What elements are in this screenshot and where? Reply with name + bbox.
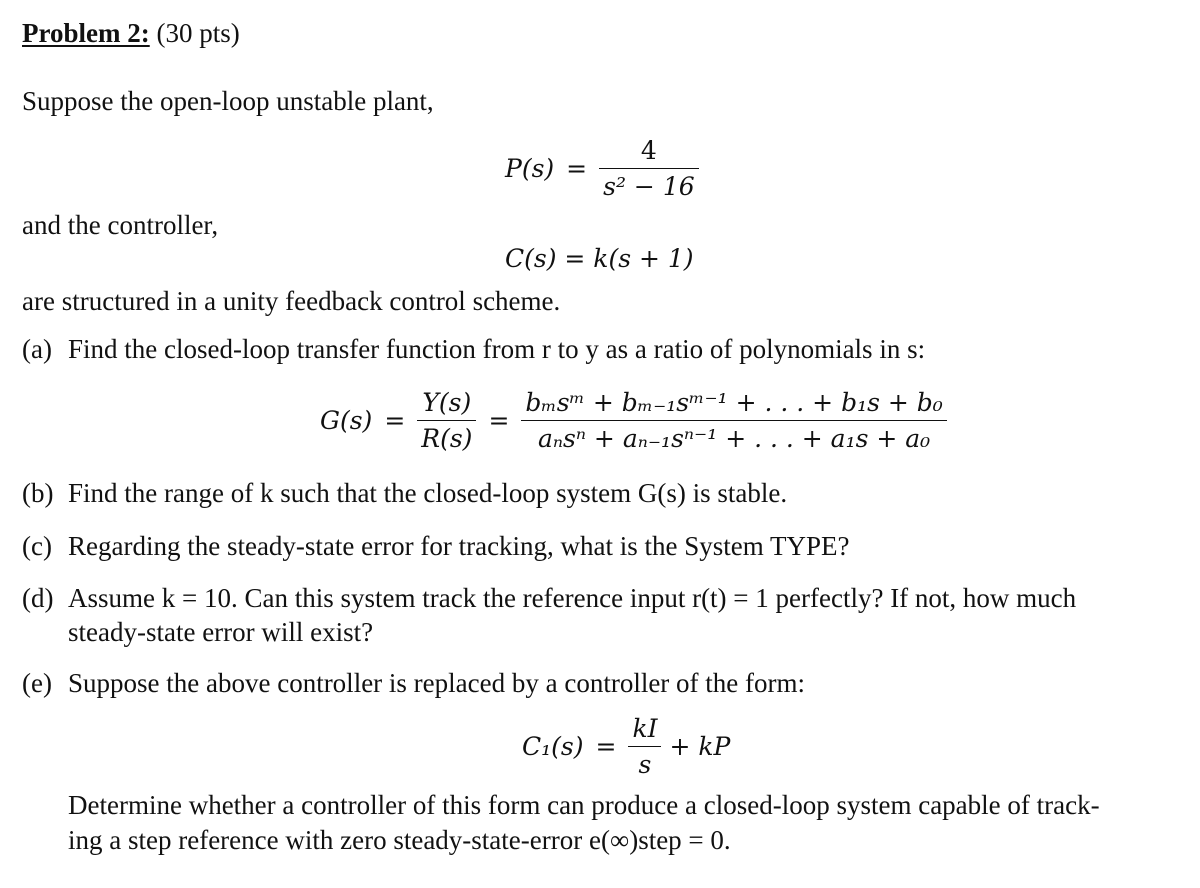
c1-equation: C₁(s) = $\frac{kI}{s}$ + kP (522, 714, 731, 779)
part-b-text: Find the range of k such that the closed-loop system G(s) is stable. (68, 478, 788, 508)
controller-equation: C(s) = k(s + 1) (505, 244, 694, 273)
final-line1: Determine whether a controller of this form can produce a closed-loop system capable of track- (68, 790, 1100, 820)
plant-equation: P(s) = $\frac{4}{\text{s² − 16}}$ (505, 136, 699, 201)
c1-rest: + kP (669, 732, 731, 761)
plant-fraction (599, 136, 699, 201)
plant-lhs: P(s) (505, 154, 555, 183)
plant-numerator: 4 (599, 136, 699, 169)
c1-fraction (628, 714, 661, 779)
g-poly-fraction (521, 388, 946, 453)
g-poly-denominator: aₙsⁿ + aₙ₋₁sⁿ⁻¹ + . . . + a₁s + a₀ (537, 424, 931, 453)
part-a-text: Find the closed-loop transfer function from r to y as a ratio of polynomials in s: (68, 334, 926, 364)
part-e (22, 668, 805, 699)
final-line2: ing a step reference with zero steady-state-error e(∞)step = 0. (68, 825, 731, 855)
c1-lhs: C₁(s) (522, 732, 584, 761)
problem-points: (30 pts) (156, 18, 240, 48)
part-a (22, 334, 925, 365)
part-d-line2: steady-state error will exist? (68, 617, 374, 647)
plant-denominator: s² − 16 (603, 172, 695, 201)
g-lhs: G(s) (320, 406, 373, 435)
part-c-text: Regarding the steady-state error for tracking, what is the System TYPE? (68, 531, 850, 561)
part-d-label: (d) (22, 583, 54, 613)
transfer-function-equation: G(s) = $\frac{Y(s)}{R(s)}$ = $\frac{\text{bₘsᵐ + bₘ₋₁sᵐ⁻¹ + . . . + b₁s + b₀}}{\text{aₙsⁿ + aₙ₋₁sⁿ⁻¹ + . . . + a₁s + a₀}}$ (320, 388, 947, 453)
part-b-label: (b) (22, 478, 54, 508)
intro-text: Suppose the open-loop unstable plant, (22, 86, 434, 116)
part-a-label: (a) (22, 334, 52, 364)
part-b (22, 478, 787, 509)
part-d-line1: Assume k = 10. Can this system track the reference input r(t) = 1 perfectly? If not, how much (68, 583, 1077, 613)
problem-header (22, 18, 240, 49)
g-ratio-numerator: Y(s) (417, 388, 476, 421)
part-c (22, 531, 850, 562)
g-poly-numerator: bₘsᵐ + bₘ₋₁sᵐ⁻¹ + . . . + b₁s + b₀ (521, 388, 946, 421)
part-e-text: Suppose the above controller is replaced by a controller of the form: (68, 668, 806, 698)
part-c-label: (c) (22, 531, 52, 561)
c1-numerator: kI (628, 714, 661, 747)
problem-title: Problem 2: (22, 18, 150, 48)
structured-text: are structured in a unity feedback control scheme. (22, 286, 561, 316)
part-d (22, 583, 1076, 614)
c1-denominator: s (638, 750, 652, 779)
g-ratio-fraction (417, 388, 476, 453)
part-e-label: (e) (22, 668, 52, 698)
and-controller-text: and the controller, (22, 210, 219, 240)
g-ratio-denominator: R(s) (421, 424, 473, 453)
